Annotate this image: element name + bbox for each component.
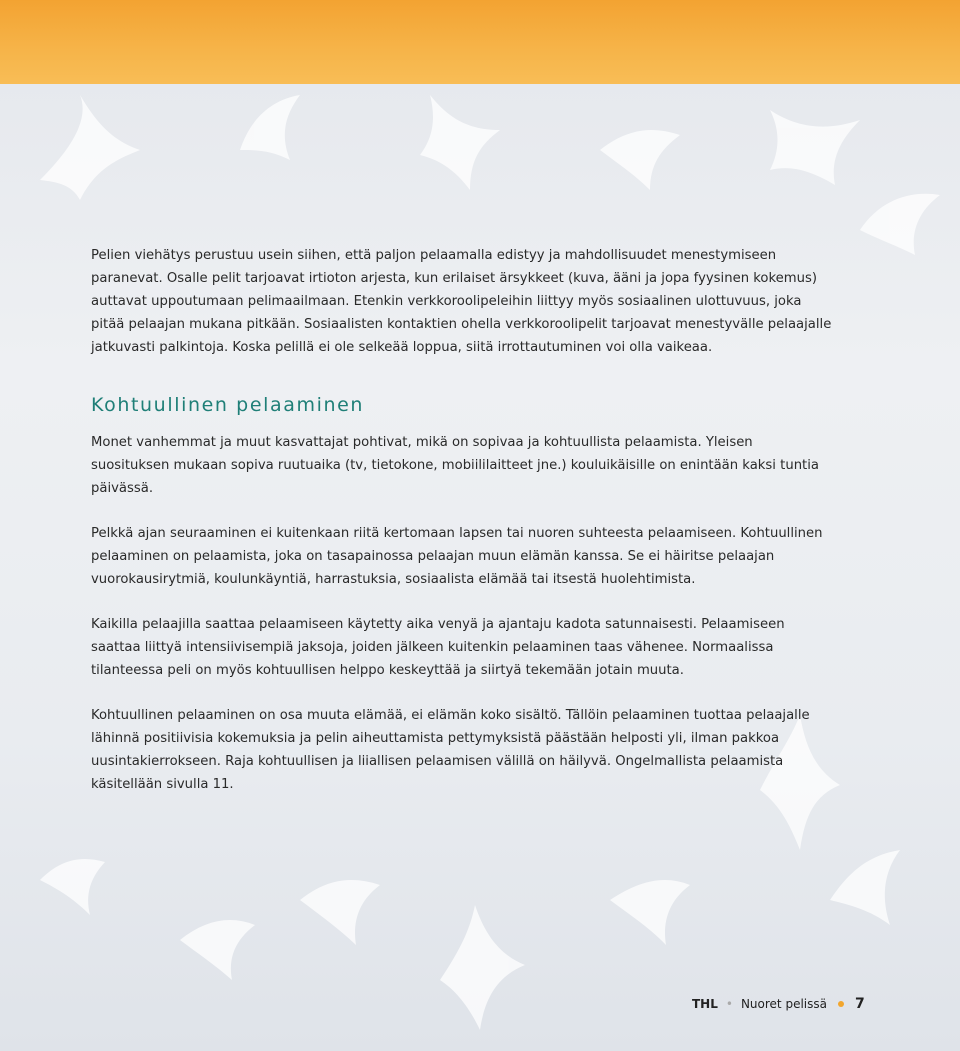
page-footer [692, 996, 865, 1012]
article-body [91, 244, 835, 796]
footprint-decoration [420, 95, 500, 190]
footprint-decoration [300, 880, 380, 945]
page-number: 7 [854, 996, 865, 1012]
footprint-decoration [770, 110, 860, 185]
footprint-decoration [40, 95, 140, 200]
footprint-decoration [860, 194, 940, 255]
paragraph-balance: Pelkkä ajan seuraaminen ei kuitenkaan riitä kertomaan lapsen tai nuoren suhteesta pelaamiseen. Kohtuullinen pelaaminen on pelaamista, joka on tasapainossa pelaajan muun elämän kanssa. Se ei häiritse pelaajan vuorokausirytmiä, koulunkäyntiä, harrastuksia, sosiaalista elämää tai itsestä huolehtimista. [91, 526, 823, 587]
footer-publication: Nuoret pelissä [740, 997, 827, 1011]
footer-separator: • [725, 997, 733, 1011]
footprint-decoration [40, 859, 105, 915]
intro-paragraph: Pelien viehätys perustuu usein siihen, että paljon pelaamalla edistyy ja mahdollisuudet menestymiseen paranevat. Osalle pelit tarjoavat irtioton arjesta, kun erilaiset ärsykkeet (kuva, ääni ja jopa fyysinen kokemus) auttavat uppoutumaan pelimaailmaan. Etenkin verkkoroolipeleihin liittyy myös sosiaalinen ulottuvuus, joka pitää pelaajan mukana pitkään. Sosiaalisten kontaktien ohella verkkoroolipelit tarjoavat menestyvälle pelaajalle jatkuvasti palkintoja. Koska pelillä ei ole selkeää loppua, siitä irrottautuminen voi olla vaikeaa. [91, 248, 832, 355]
footprint-decoration [830, 850, 900, 925]
footprint-decoration [180, 920, 255, 980]
footer-brand: THL [692, 997, 718, 1011]
footprint-decoration [610, 880, 690, 945]
section-heading: Kohtuullinen pelaaminen [91, 394, 365, 416]
paragraph-screen-time: Monet vanhemmat ja muut kasvattajat pohtivat, mikä on sopivaa ja kohtuullista pelaamista. Yleisen suosituksen mukaan sopiva ruutuaika (tv, tietokone, mobiililaitteet jne.) kouluikäisille on enintään kaksi tuntia päivässä. [91, 435, 819, 496]
paragraph-time-stretching: Kaikilla pelaajilla saattaa pelaamiseen käytetty aika venyä ja ajantaju kadota satunnaisesti. Pelaamiseen saattaa liittyä intensiivisempiä jaksoja, joiden jälkeen kuitenkin pelaaminen taas vähenee. Normaalissa tilanteessa peli on myös kohtuullisen helppo keskeyttää ja siirtyä tekemään jotain muuta. [91, 617, 785, 678]
footer-bullet-icon [838, 1001, 844, 1007]
paragraph-part-of-life: Kohtuullinen pelaaminen on osa muuta elämää, ei elämän koko sisältö. Tällöin pelaaminen tuottaa pelaajalle lähinnä positiivisia kokemuksia ja pelin aiheuttamista pettymyksistä päästään helposti yli, ilman pakkoa uusintakierrokseen. Raja kohtuullisen ja liiallisen pelaamisen välillä on häilyvä. Ongelmallista pelaamista käsitellään sivulla 11. [91, 708, 810, 792]
footprint-decoration [600, 130, 680, 190]
footprint-decoration [240, 95, 300, 160]
footprint-decoration [440, 905, 525, 1030]
